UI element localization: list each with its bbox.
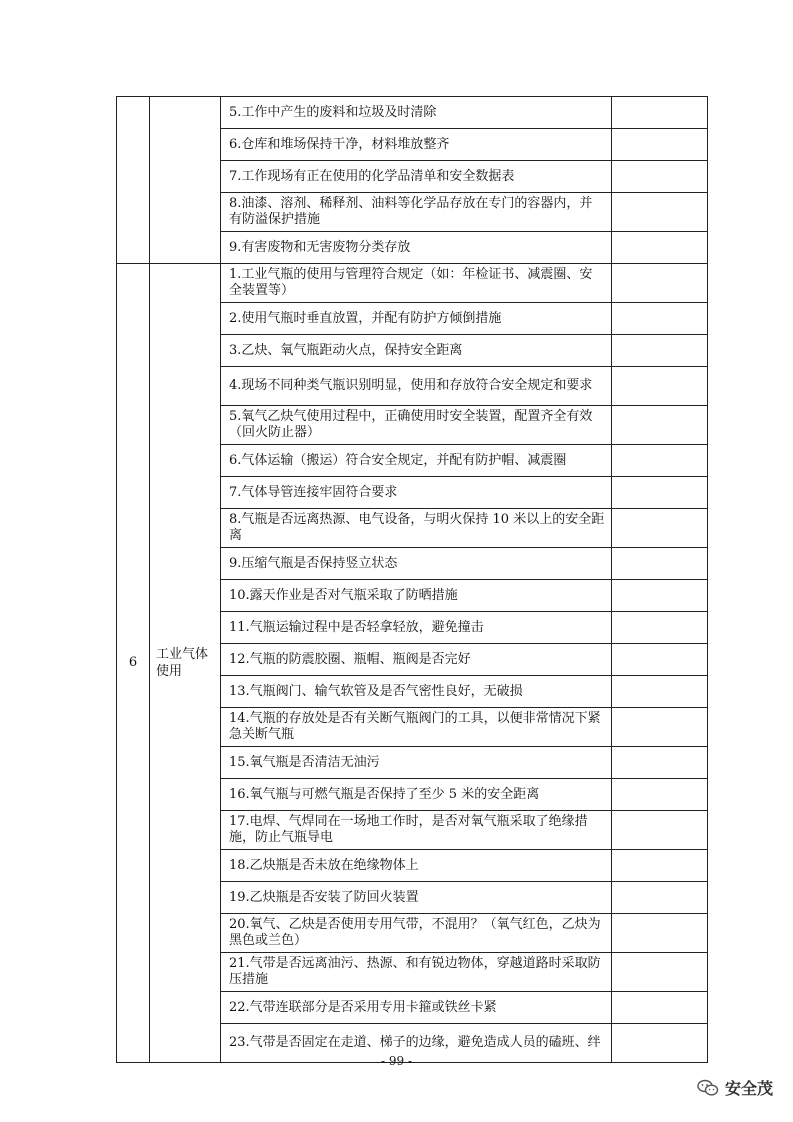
check-item: 21.气带是否远离油污、热源、和有锐边物体，穿越道路时采取防压措施 bbox=[221, 953, 612, 992]
result-cell[interactable] bbox=[612, 992, 708, 1024]
table-row bbox=[117, 264, 708, 303]
page-number: - 99 - bbox=[380, 1054, 412, 1068]
result-cell[interactable] bbox=[612, 644, 708, 676]
check-item: 19.乙炔瓶是否安装了防回火装置 bbox=[221, 882, 612, 914]
inspection-table bbox=[116, 96, 708, 1063]
result-cell[interactable] bbox=[612, 97, 708, 129]
check-item: 7.工作现场有正在使用的化学品清单和安全数据表 bbox=[221, 161, 612, 193]
check-item: 2.使用气瓶时垂直放置，并配有防护方倾倒措施 bbox=[221, 303, 612, 335]
section-category: 工业气体使用 bbox=[156, 647, 209, 679]
section-category-cell bbox=[150, 97, 221, 264]
result-cell[interactable] bbox=[612, 161, 708, 193]
check-item: 11.气瓶运输过程中是否轻拿轻放，避免撞击 bbox=[221, 612, 612, 644]
check-item: 14.气瓶的存放处是否有关断气瓶阀门的工具，以便非常情况下紧急关断气瓶 bbox=[221, 708, 612, 747]
check-item: 9.压缩气瓶是否保持竖立状态 bbox=[221, 548, 612, 580]
check-item: 15.氧气瓶是否清洁无油污 bbox=[221, 747, 612, 779]
result-cell[interactable] bbox=[612, 708, 708, 747]
result-cell[interactable] bbox=[612, 232, 708, 264]
check-item: 13.气瓶阀门、输气软管及是否气密性良好，无破损 bbox=[221, 676, 612, 708]
section-number-cell bbox=[117, 97, 150, 264]
check-item: 16.氧气瓶与可燃气瓶是否保持了至少 5 米的安全距离 bbox=[221, 779, 612, 811]
check-item: 4.现场不同种类气瓶识别明显，使用和存放符合安全规定和要求 bbox=[221, 367, 612, 406]
check-item: 6.气体运输（搬运）符合安全规定，并配有防护帽、减震圈 bbox=[221, 445, 612, 477]
check-item: 1.工业气瓶的使用与管理符合规定（如：年检证书、减震圈、安全装置等） bbox=[221, 264, 612, 303]
result-cell[interactable] bbox=[612, 779, 708, 811]
result-cell[interactable] bbox=[612, 747, 708, 779]
check-item: 5.氧气乙炔气使用过程中，正确使用时安全装置，配置齐全有效（回火防止器） bbox=[221, 406, 612, 445]
check-item: 3.乙炔、氧气瓶距动火点，保持安全距离 bbox=[221, 335, 612, 367]
result-cell[interactable] bbox=[612, 367, 708, 406]
check-item: 8.气瓶是否远离热源、电气设备，与明火保持 10 米以上的安全距离 bbox=[221, 509, 612, 548]
wechat-icon bbox=[697, 1079, 719, 1097]
check-item: 20.氧气、乙炔是否使用专用气带，不混用？（氧气红色，乙炔为黑色或兰色） bbox=[221, 914, 612, 953]
check-item: 22.气带连联部分是否采用专用卡箍或铁丝卡紧 bbox=[221, 992, 612, 1024]
result-cell[interactable] bbox=[612, 509, 708, 548]
check-item: 18.乙炔瓶是否未放在绝缘物体上 bbox=[221, 850, 612, 882]
watermark-text: 安全茂 bbox=[724, 1079, 773, 1098]
watermark bbox=[697, 1076, 773, 1099]
result-cell[interactable] bbox=[612, 193, 708, 232]
check-item: 17.电焊、气焊同在一场地工作时，是否对氧气瓶采取了绝缘措施，防止气瓶导电 bbox=[221, 811, 612, 850]
check-item: 6.仓库和堆场保持干净，材料堆放整齐 bbox=[221, 129, 612, 161]
result-cell[interactable] bbox=[612, 548, 708, 580]
result-cell[interactable] bbox=[612, 264, 708, 303]
result-cell[interactable] bbox=[612, 953, 708, 992]
check-item: 7.气体导管连接牢固符合要求 bbox=[221, 477, 612, 509]
result-cell[interactable] bbox=[612, 850, 708, 882]
result-cell[interactable] bbox=[612, 477, 708, 509]
section-category-cell bbox=[150, 264, 221, 1063]
result-cell[interactable] bbox=[612, 129, 708, 161]
check-item: 5.工作中产生的废料和垃圾及时清除 bbox=[221, 97, 612, 129]
check-item: 10.露天作业是否对气瓶采取了防晒措施 bbox=[221, 580, 612, 612]
result-cell[interactable] bbox=[612, 612, 708, 644]
check-item: 9.有害废物和无害废物分类存放 bbox=[221, 232, 612, 264]
result-cell[interactable] bbox=[612, 676, 708, 708]
table-row bbox=[117, 97, 708, 129]
result-cell[interactable] bbox=[612, 335, 708, 367]
result-cell[interactable] bbox=[612, 445, 708, 477]
result-cell[interactable] bbox=[612, 580, 708, 612]
result-cell[interactable] bbox=[612, 914, 708, 953]
check-item: 8.油漆、溶剂、稀释剂、油料等化学品存放在专门的容器内，并有防溢保护措施 bbox=[221, 193, 612, 232]
result-cell[interactable] bbox=[612, 882, 708, 914]
result-cell[interactable] bbox=[612, 406, 708, 445]
section-number: 6 bbox=[117, 264, 150, 1063]
result-cell[interactable] bbox=[612, 811, 708, 850]
result-cell[interactable] bbox=[612, 303, 708, 335]
check-item: 12.气瓶的防震胶圈、瓶帽、瓶阀是否完好 bbox=[221, 644, 612, 676]
check-item: 23.气带是否固定在走道、梯子的边缘，避免造成人员的磕班、绊 bbox=[221, 1024, 612, 1063]
